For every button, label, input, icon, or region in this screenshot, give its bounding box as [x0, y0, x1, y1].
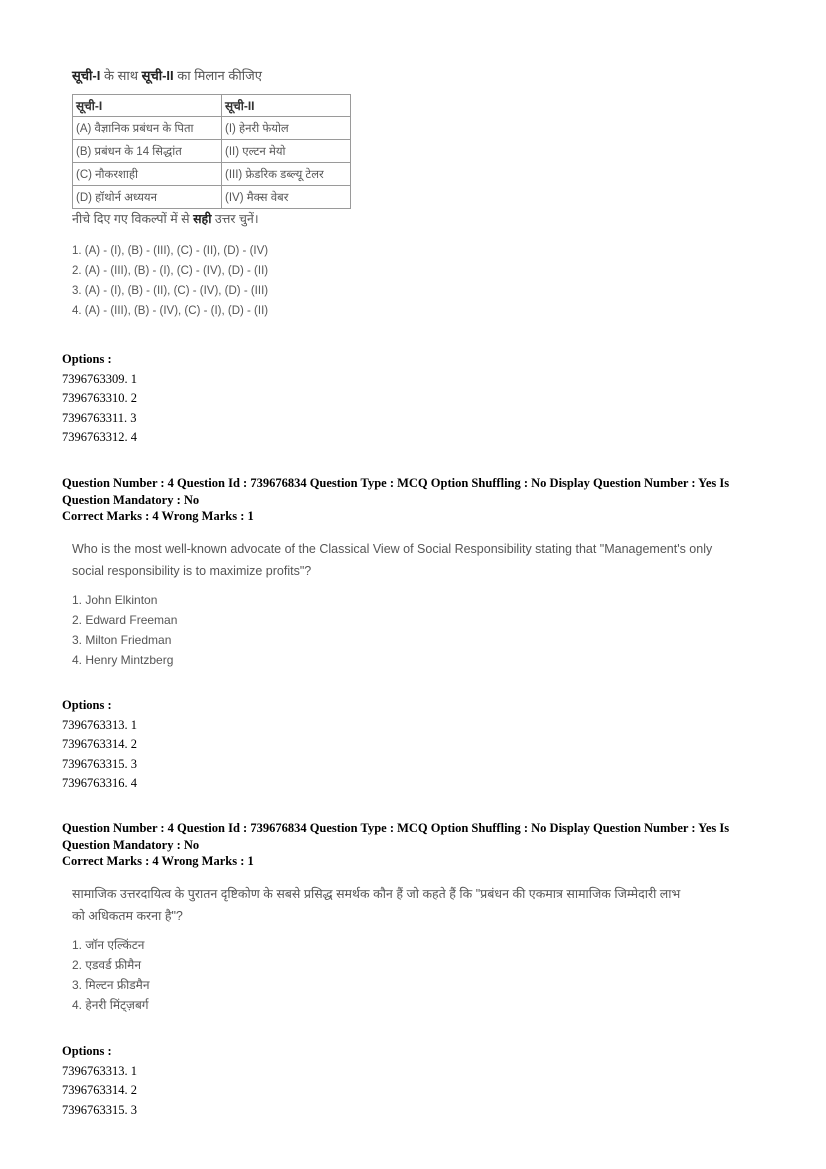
list-item: 2. Edward Freeman: [72, 613, 178, 627]
table-header-row: [73, 95, 351, 117]
option-id: 7396763313. 1: [62, 717, 137, 732]
question-text-line2: social responsibility is to maximize profits"?: [72, 564, 312, 578]
table-row: [73, 140, 351, 163]
q3-match-table: [72, 94, 351, 209]
list-item: 1. John Elkinton: [72, 593, 158, 607]
table-row: [73, 117, 351, 140]
option-id: 7396763314. 2: [62, 737, 137, 752]
table-cell: (D) हॉथोर्न अध्ययन: [73, 186, 222, 209]
table-header-cell: सूची-II: [222, 95, 351, 117]
options-label: Options :: [62, 1044, 112, 1058]
q3-lead-b: के साथ: [100, 68, 142, 83]
option-id: 7396763310. 2: [62, 391, 137, 406]
q3-after-a: नीचे दिए गए विकल्पों में से: [72, 212, 194, 226]
list-item: 2. (A) - (III), (B) - (I), (C) - (IV), (D) - (II): [72, 265, 269, 277]
question-marks: Correct Marks : 4 Wrong Marks : 1: [62, 509, 254, 523]
q3-options: [62, 350, 137, 448]
option-id: 7396763315. 3: [62, 1102, 137, 1117]
table-header-cell: सूची-I: [73, 95, 222, 117]
question-marks: Correct Marks : 4 Wrong Marks : 1: [62, 854, 254, 868]
list-item: 3. Milton Friedman: [72, 633, 172, 647]
q3-choice-list: [72, 241, 351, 321]
q4-en-header: [62, 475, 774, 525]
table-cell: (C) नौकरशाही: [73, 163, 222, 186]
q4-hi-options: [62, 1042, 137, 1120]
list-item: 4. Henry Mintzberg: [72, 653, 174, 667]
table-row: [73, 163, 351, 186]
q4-en-question-image: [72, 538, 712, 670]
option-id: 7396763312. 4: [62, 430, 137, 445]
options-label: Options :: [62, 698, 112, 712]
q4-en-options: [62, 696, 137, 794]
list-item: 3. (A) - (I), (B) - (II), (C) - (IV), (D) - (III): [72, 285, 269, 297]
list-item: 3. मिल्टन फ्रीडमैन: [72, 978, 150, 992]
table-cell: (A) वैज्ञानिक प्रबंधन के पिता: [73, 117, 222, 140]
option-id: 7396763316. 4: [62, 776, 137, 791]
question-meta-line1: Question Number : 4 Question Id : 739676834 Question Type : MCQ Option Shuffling : No Display Question Number : Yes Is: [62, 821, 730, 835]
q3-instruction: [72, 66, 351, 84]
list-item: 2. एडवर्ड फ्रीमैन: [72, 958, 142, 972]
q3-lead-c: सूची-II: [141, 68, 174, 83]
table-cell: (II) एल्टन मेयो: [222, 140, 351, 163]
q3-after-c: उत्तर चुनें।: [211, 212, 259, 226]
table-cell: (III) फ्रेडरिक डब्ल्यू टेलर: [222, 163, 351, 186]
list-item: 1. जॉन एल्किंटन: [72, 938, 145, 952]
q4-hi-choice-list: [72, 935, 680, 1015]
table-cell: (B) प्रबंधन के 14 सिद्धांत: [73, 140, 222, 163]
table-cell: (I) हेनरी फेयोल: [222, 117, 351, 140]
list-item: 4. (A) - (III), (B) - (IV), (C) - (I), (D) - (II): [72, 305, 269, 317]
question-meta-line2: Question Mandatory : No: [62, 837, 200, 852]
option-id: 7396763309. 1: [62, 371, 137, 386]
option-id: 7396763313. 1: [62, 1063, 137, 1078]
options-label: Options :: [62, 352, 112, 366]
q3-after-b: सही: [193, 212, 212, 226]
q4-hi-question-image: [72, 883, 680, 1015]
list-item: 1. (A) - (I), (B) - (III), (C) - (II), (D) - (IV): [72, 245, 269, 257]
question-meta-line2: Question Mandatory : No: [62, 492, 200, 507]
question-text-line2: को अधिकतम करना है"?: [72, 909, 183, 923]
option-id: 7396763311. 3: [62, 410, 137, 425]
q3-lead-d: का मिलान कीजिए: [173, 68, 262, 83]
q3-lead-a: सूची-I: [72, 68, 101, 83]
question-meta-line1: Question Number : 4 Question Id : 739676834 Question Type : MCQ Option Shuffling : No Display Question Number : Yes Is: [62, 476, 730, 490]
q3-question-image: [72, 66, 351, 321]
q4-en-choice-list: [72, 590, 712, 670]
table-cell: (IV) मैक्स वेबर: [222, 186, 351, 209]
q4-hi-header: [62, 820, 774, 870]
option-id: 7396763315. 3: [62, 756, 137, 771]
question-text-line1: सामाजिक उत्तरदायित्व के पुरातन दृष्टिकोण के सबसे प्रसिद्ध समर्थक कौन हैं जो कहते हैं कि "प्रबंधन की एकमात्र सामाजिक जिम्मेदारी लाभ: [72, 887, 681, 901]
question-text-line1: Who is the most well-known advocate of the Classical View of Social Responsibility stating that "Management's only: [72, 542, 713, 556]
table-row: [73, 186, 351, 209]
q3-after-instruction: [72, 210, 351, 227]
list-item: 4. हेनरी मिंट्ज़बर्ग: [72, 998, 149, 1012]
option-id: 7396763314. 2: [62, 1083, 137, 1098]
